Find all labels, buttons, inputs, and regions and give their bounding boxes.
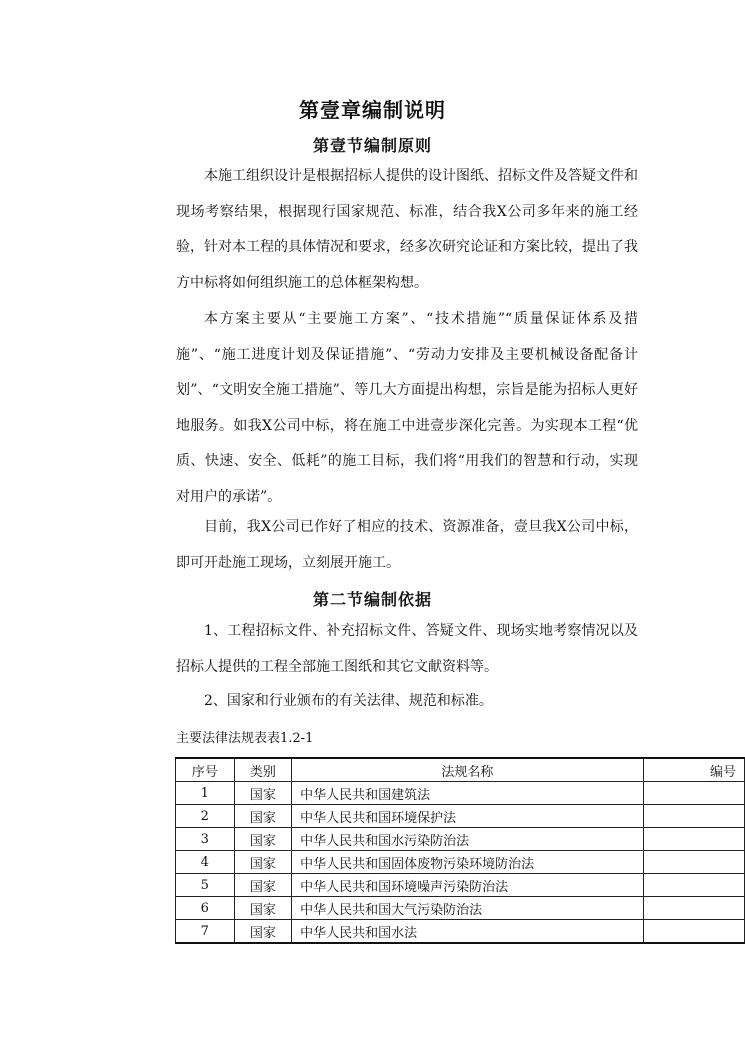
- section2-paragraph-1: 1、工程招标文件、补充招标文件、答疑文件、现场实地考察情况以及招标人提供的工程全部施工图纸和其它文献资料等。: [176, 623, 638, 675]
- laws-table: [175, 757, 745, 944]
- table-row: [176, 782, 745, 805]
- cell-code: [643, 874, 744, 897]
- cell-code: [643, 782, 744, 805]
- cell-category: 国家: [234, 782, 292, 805]
- cell-category: 国家: [234, 828, 292, 851]
- cell-code: [643, 920, 744, 944]
- section2-paragraph-2: 2、国家和行业颁布的有关法律、规范和标准。: [204, 693, 493, 709]
- section1-paragraph-2: 本方案主要从“主要施工方案”、“技术措施”“质量保证体系及措施”、“施工进度计划及保证措施”、“劳动力安排及主要机械设备配备计划”、“文明安全施工措施”、等几大方面提出构想，宗旨是能为招标人更好地服务。如我X公司中标，将在施工中进壹步深化完善。为实现本工程“优质、快速、安全、低耗”的施工目标，我们将“用我们的智慧和行动，实现对用户的承诺”。: [176, 311, 638, 505]
- cell-category: 国家: [234, 897, 292, 920]
- table-caption: 主要法律法规表表1.2-1: [176, 731, 314, 746]
- cell-no: 5: [176, 874, 235, 897]
- table-row: [176, 828, 745, 851]
- table-header-row: [176, 758, 745, 782]
- cell-no: 3: [176, 828, 235, 851]
- table-row: [176, 920, 745, 944]
- table-row: [176, 897, 745, 920]
- cell-name: 中华人民共和国环境噪声污染防治法: [292, 874, 643, 897]
- cell-name: 中华人民共和国建筑法: [292, 782, 643, 805]
- header-cell-code: 编号: [643, 758, 744, 782]
- section2-title: 第二节编制依据: [312, 590, 432, 609]
- chapter-title: 第壹章编制说明: [299, 98, 446, 122]
- cell-category: 国家: [234, 920, 292, 944]
- header-cell-name: 法规名称: [292, 758, 643, 782]
- cell-category: 国家: [234, 851, 292, 874]
- cell-name: 中华人民共和国固体废物污染环境防治法: [292, 851, 643, 874]
- cell-name: 中华人民共和国水污染防治法: [292, 828, 643, 851]
- cell-category: 国家: [234, 805, 292, 828]
- cell-code: [643, 897, 744, 920]
- header-cell-no: 序号: [176, 758, 235, 782]
- cell-no: 7: [176, 920, 235, 944]
- cell-code: [643, 851, 744, 874]
- cell-no: 6: [176, 897, 235, 920]
- cell-category: 国家: [234, 874, 292, 897]
- cell-no: 4: [176, 851, 235, 874]
- cell-no: 1: [176, 782, 235, 805]
- cell-name: 中华人民共和国水法: [292, 920, 643, 944]
- table-row: [176, 851, 745, 874]
- section1-paragraph-3: 目前，我X公司已作好了相应的技术、资源准备，壹旦我X公司中标，即可开赴施工现场，立刻展开施工。: [176, 519, 638, 571]
- cell-code: [643, 805, 744, 828]
- cell-no: 2: [176, 805, 235, 828]
- table-row: [176, 874, 745, 897]
- header-cell-category: 类别: [234, 758, 292, 782]
- cell-name: 中华人民共和国环境保护法: [292, 805, 643, 828]
- section1-paragraph-1: 本施工组织设计是根据招标人提供的设计图纸、招标文件及答疑文件和现场考察结果，根据现行国家规范、标准，结合我X公司多年来的施工经验，针对本工程的具体情况和要求，经多次研究论证和方案比较，提出了我方中标将如何组织施工的总体框架构想。: [176, 168, 638, 291]
- cell-code: [643, 828, 744, 851]
- cell-name: 中华人民共和国大气污染防治法: [292, 897, 643, 920]
- table-row: [176, 805, 745, 828]
- section1-title: 第壹节编制原则: [312, 136, 432, 155]
